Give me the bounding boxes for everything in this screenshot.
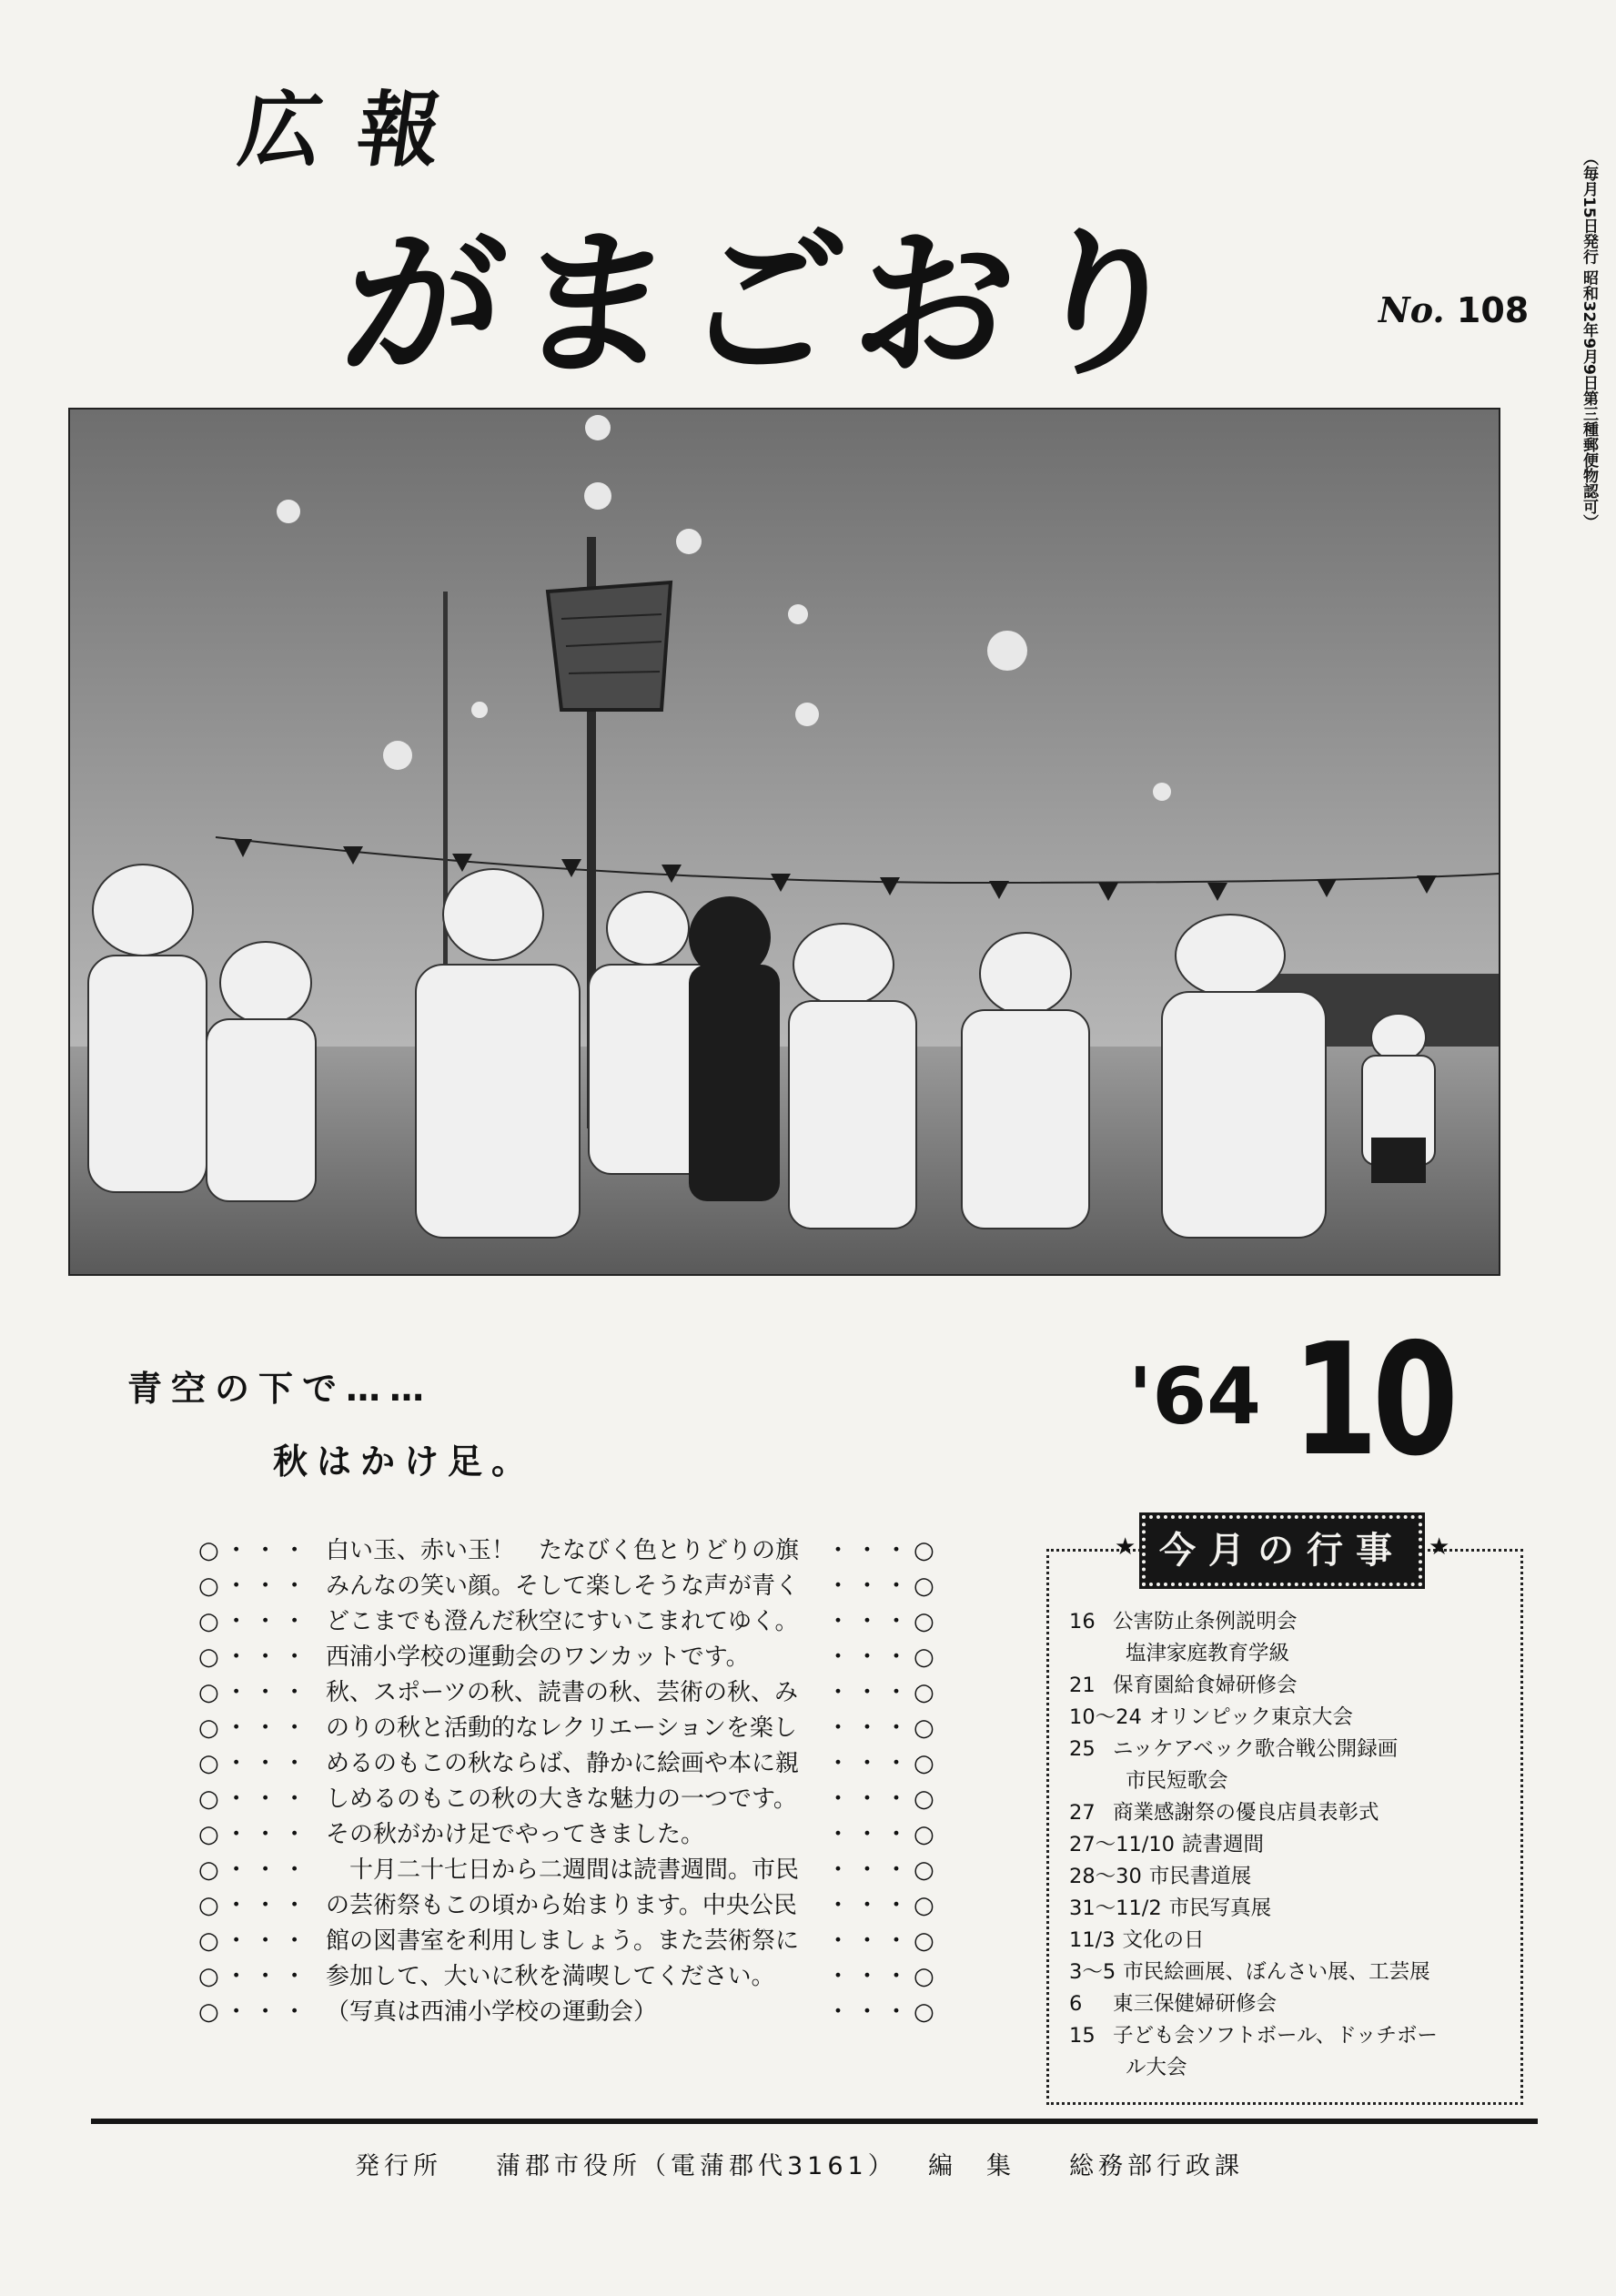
body-line xyxy=(198,1817,944,1853)
left-marker: ○・・・ xyxy=(198,1679,312,1706)
right-marker: ・・・○ xyxy=(826,1998,940,2026)
body-line xyxy=(198,1782,944,1817)
body-line xyxy=(198,1533,944,1569)
event-item xyxy=(1069,1734,1515,1765)
event-text: 市民短歌会 xyxy=(1126,1769,1228,1793)
footer-rule xyxy=(91,2119,1538,2124)
event-item xyxy=(1069,1638,1515,1670)
event-date: 21 xyxy=(1069,1674,1096,1697)
left-marker: ○・・・ xyxy=(198,1856,312,1884)
left-marker: ○・・・ xyxy=(198,1785,312,1813)
event-item xyxy=(1069,1702,1515,1734)
left-marker: ○・・・ xyxy=(198,1644,312,1671)
right-marker: ・・・○ xyxy=(826,1785,940,1813)
right-marker: ・・・○ xyxy=(826,1714,940,1742)
event-item xyxy=(1069,1861,1515,1893)
event-item xyxy=(1069,1765,1515,1797)
event-text: オリンピック東京大会 xyxy=(1148,1705,1353,1729)
event-date: 11/3 xyxy=(1069,1928,1116,1952)
event-item xyxy=(1069,1797,1515,1829)
body-line-text: のりの秋と活動的なレクリエーションを楽し xyxy=(326,1714,797,1742)
left-marker: ○・・・ xyxy=(198,1821,312,1848)
headline-line-2: 秋はかけ足。 xyxy=(273,1441,536,1482)
body-line xyxy=(198,1924,944,1959)
right-marker: ・・・○ xyxy=(826,1856,940,1884)
event-date: 6 xyxy=(1069,1992,1083,2016)
body-line-text: めるのもこの秋ならば、静かに絵画や本に親 xyxy=(326,1750,800,1777)
body-line xyxy=(198,1853,944,1888)
left-marker: ○・・・ xyxy=(198,1963,312,1990)
event-text: 塩津家庭教育学級 xyxy=(1126,1642,1290,1665)
issue-year: '64 xyxy=(1128,1351,1262,1442)
right-marker: ・・・○ xyxy=(826,1644,940,1671)
right-marker: ・・・○ xyxy=(826,1892,940,1919)
body-text xyxy=(198,1533,944,2030)
star-icon: ★ xyxy=(1429,1533,1450,1561)
event-date: 15 xyxy=(1069,2024,1096,2048)
issue-month: 10 xyxy=(1292,1310,1453,1491)
headline-line-1: 青空の下で…… xyxy=(127,1369,434,1409)
body-line xyxy=(198,1746,944,1782)
left-marker: ○・・・ xyxy=(198,1537,312,1564)
issue-number xyxy=(1379,289,1529,330)
left-marker: ○・・・ xyxy=(198,1608,312,1635)
event-text: 市民書道展 xyxy=(1148,1865,1252,1888)
event-text: 商業感謝祭の優良店員表彰式 xyxy=(1113,1801,1379,1825)
event-item xyxy=(1069,1606,1515,1638)
body-line-text: 館の図書室を利用しましょう。また芸術祭に xyxy=(326,1927,800,1955)
event-date: 10〜24 xyxy=(1069,1705,1142,1729)
event-text: ニッケアベック歌合戦公開録画 xyxy=(1113,1737,1399,1761)
event-item xyxy=(1069,2020,1515,2052)
body-line xyxy=(198,1569,944,1604)
body-line-text: 秋、スポーツの秋、読書の秋、芸術の秋、み xyxy=(326,1679,798,1706)
right-marker: ・・・○ xyxy=(826,1927,940,1955)
body-line xyxy=(198,1888,944,1924)
body-line-text: 西浦小学校の運動会のワンカットです。 xyxy=(326,1644,750,1671)
left-marker: ○・・・ xyxy=(198,1714,312,1742)
event-text: 市民写真展 xyxy=(1168,1896,1272,1920)
body-line xyxy=(198,1675,944,1711)
body-line-text: みんなの笑い顔。そして楽しそうな声が青く xyxy=(326,1573,800,1600)
right-marker: ・・・○ xyxy=(826,1608,940,1635)
event-item xyxy=(1069,1670,1515,1702)
right-marker: ・・・○ xyxy=(826,1573,940,1600)
event-text: ル大会 xyxy=(1126,2056,1187,2079)
event-item xyxy=(1069,1957,1515,1988)
body-line-text: どこまでも澄んだ秋空にすいこまれてゆく。 xyxy=(326,1608,799,1635)
events-title: 今月の行事 xyxy=(1142,1515,1422,1586)
left-marker: ○・・・ xyxy=(198,1927,312,1955)
event-date: 31〜11/2 xyxy=(1069,1896,1162,1920)
events-header xyxy=(1115,1515,1451,1579)
postal-note: （毎月15日発行 昭和32年9月9日第三種郵便物認可） xyxy=(1580,150,1598,530)
left-marker: ○・・・ xyxy=(198,1750,312,1777)
body-line xyxy=(198,1604,944,1640)
event-text: 読書週間 xyxy=(1181,1833,1264,1856)
event-text: 東三保健婦研修会 xyxy=(1113,1992,1278,2016)
masthead-title: がまごおり xyxy=(334,211,1206,398)
events-list xyxy=(1069,1606,1515,2084)
body-line xyxy=(198,1640,944,1675)
event-item xyxy=(1069,1893,1515,1925)
left-marker: ○・・・ xyxy=(198,1892,312,1919)
event-text: 公害防止条例説明会 xyxy=(1113,1610,1298,1633)
body-line-text: その秋がかけ足でやってきました。 xyxy=(326,1821,705,1848)
left-marker: ○・・・ xyxy=(198,1573,312,1600)
event-date: 27〜11/10 xyxy=(1069,1833,1175,1856)
event-date: 25 xyxy=(1069,1737,1096,1761)
body-line-text: しめるのもこの秋の大きな魅力の一つです。 xyxy=(326,1785,797,1813)
event-item xyxy=(1069,2052,1515,2084)
right-marker: ・・・○ xyxy=(826,1537,940,1564)
editor-label: 編 集 xyxy=(928,2152,1015,2180)
event-text: 文化の日 xyxy=(1122,1928,1205,1952)
event-date: 28〜30 xyxy=(1069,1865,1142,1888)
cover-photo xyxy=(68,408,1500,1276)
left-marker: ○・・・ xyxy=(198,1998,312,2026)
body-line-text: 参加して、大いに秋を満喫してください。 xyxy=(326,1963,775,1990)
right-marker: ・・・○ xyxy=(826,1679,940,1706)
body-line xyxy=(198,1959,944,1995)
body-line xyxy=(198,1711,944,1746)
event-date: 27 xyxy=(1069,1801,1096,1825)
right-marker: ・・・○ xyxy=(826,1750,940,1777)
event-item xyxy=(1069,1829,1515,1861)
body-line xyxy=(198,1995,944,2030)
masthead-kouhou: 広報 xyxy=(233,82,484,178)
publisher: 蒲郡市役所（電蒲郡代3161） xyxy=(496,2152,897,2180)
right-marker: ・・・○ xyxy=(826,1963,940,1990)
event-item xyxy=(1069,1925,1515,1957)
event-text: 市民絵画展、ぼんさい展、工芸展 xyxy=(1123,1960,1430,1984)
event-date: 3〜5 xyxy=(1069,1960,1116,1984)
editor: 総務部行政課 xyxy=(1069,2152,1244,2180)
right-marker: ・・・○ xyxy=(826,1821,940,1848)
event-item xyxy=(1069,1988,1515,2020)
body-line-text: 白い玉、赤い玉！ たなびく色とりどりの旗 xyxy=(326,1537,800,1564)
event-text: 子ども会ソフトボール、ドッチボー xyxy=(1113,2024,1438,2048)
issue-value: 108 xyxy=(1456,290,1530,330)
event-date: 16 xyxy=(1069,1610,1096,1633)
photo-illustration xyxy=(70,410,1499,1274)
body-line-text: 十月二十七日から二週間は読書週間。市民 xyxy=(326,1856,800,1884)
body-line-text: （写真は西浦小学校の運動会） xyxy=(326,1998,658,2026)
publisher-label: 発行所 xyxy=(355,2152,442,2180)
star-icon: ★ xyxy=(1115,1533,1136,1561)
issue-prefix: No. xyxy=(1379,289,1445,330)
event-text: 保育園給食婦研修会 xyxy=(1113,1674,1298,1697)
body-line-text: の芸術祭もこの頃から始まります。中央公民 xyxy=(326,1892,797,1919)
